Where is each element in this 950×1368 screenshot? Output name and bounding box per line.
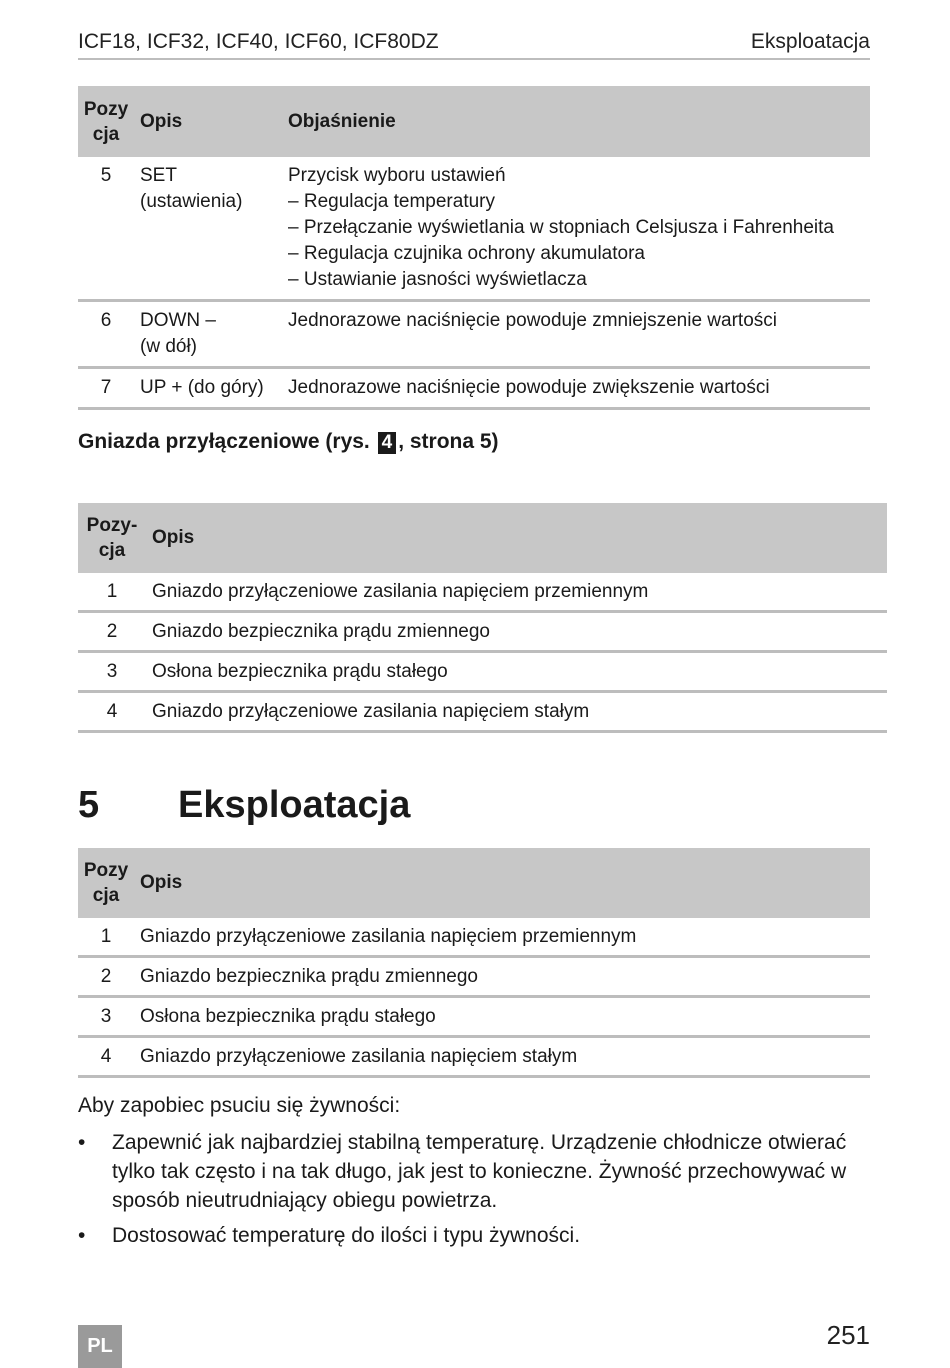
- row-description: Gniazdo bezpiecznika prądu zmiennego: [134, 957, 870, 997]
- table-header-row: [78, 86, 870, 157]
- food-spoilage-intro: Aby zapobiec psuciu się żywności:: [78, 1094, 401, 1117]
- description-line: – Regulacja temperatury: [288, 191, 495, 212]
- row-position: 3: [78, 997, 134, 1037]
- table-row: [78, 692, 887, 732]
- row-name-line: (w dół): [140, 336, 198, 357]
- table-row: [78, 918, 870, 957]
- chapter-number: 5: [78, 784, 100, 826]
- column-header-pos: Pozy cja: [78, 848, 134, 918]
- row-position: 3: [78, 652, 146, 692]
- row-position: 1: [78, 918, 134, 957]
- header-divider: [78, 58, 870, 60]
- table-row: [78, 301, 870, 368]
- table-row: [78, 573, 887, 612]
- row-description: Osłona bezpiecznika prądu stałego: [146, 652, 887, 692]
- list-item: [78, 1128, 878, 1215]
- section-header: Eksploatacja: [750, 30, 870, 53]
- document-model-header: ICF18, ICF32, ICF40, ICF60, ICF80DZ: [78, 30, 439, 53]
- connection-sockets-heading: [78, 430, 499, 454]
- row-name-line: DOWN –: [140, 310, 216, 331]
- table-row: [78, 957, 870, 997]
- column-header-objasnienie: Objaśnienie: [282, 86, 870, 157]
- figure-reference-badge: 4: [378, 432, 397, 454]
- row-description: Gniazdo przyłączeniowe zasilania napięciem stałym: [146, 692, 887, 732]
- description-line: Przycisk wyboru ustawień: [288, 165, 506, 186]
- list-item: [78, 1221, 878, 1250]
- row-position: 4: [78, 692, 146, 732]
- list-item-text: Zapewnić jak najbardziej stabilną temperaturę. Urządzenie chłodnicze otwierać tylko tak często i na tak długo, jak jest to konieczne. Żywność przechowywać w sposób nieutrudniający obiegu powietrza.: [112, 1131, 847, 1212]
- table-header-row: [78, 503, 887, 573]
- sockets-table: [78, 503, 887, 733]
- page-number: 251: [826, 1320, 870, 1350]
- description-line: – Ustawianie jasności wyświetlacza: [288, 269, 587, 290]
- description-line: – Przełączanie wyświetlania w stopniach Celsjusza i Fahrenheita: [288, 217, 834, 238]
- bullet-icon: •: [78, 1131, 86, 1154]
- list-item-text: Dostosować temperaturę do ilości i typu żywności.: [112, 1224, 581, 1247]
- row-position: 2: [78, 957, 134, 997]
- language-badge: PL: [78, 1325, 122, 1368]
- row-description: Jednorazowe naciśnięcie powoduje zmniejszenie wartości: [282, 301, 870, 368]
- subheading-text: Gniazda przyłączeniowe (rys.: [78, 430, 370, 453]
- row-name: SET (ustawienia): [134, 157, 282, 301]
- row-position: 5: [78, 157, 134, 301]
- table-row: [78, 997, 870, 1037]
- row-description: Osłona bezpiecznika prądu stałego: [134, 997, 870, 1037]
- row-description: Jednorazowe naciśnięcie powoduje zwiększenie wartości: [282, 368, 870, 409]
- table-row: [78, 157, 870, 301]
- column-header-opis: Opis: [134, 848, 870, 918]
- row-position: 4: [78, 1037, 134, 1077]
- table-row: [78, 612, 887, 652]
- row-position: 7: [78, 368, 134, 409]
- table-row: [78, 368, 870, 409]
- row-description: Gniazdo przyłączeniowe zasilania napięciem przemiennym: [134, 918, 870, 957]
- row-description: Gniazdo bezpiecznika prądu zmiennego: [146, 612, 887, 652]
- column-header-pos: Pozy- cja: [78, 503, 146, 573]
- table-row: [78, 1037, 870, 1077]
- row-description: Gniazdo przyłączeniowe zasilania napięciem przemiennym: [146, 573, 887, 612]
- row-description: [282, 157, 870, 301]
- controls-table: [78, 86, 870, 410]
- row-position: 1: [78, 573, 146, 612]
- row-position: 6: [78, 301, 134, 368]
- row-name: [134, 301, 282, 368]
- operation-sockets-table: [78, 848, 870, 1078]
- column-header-opis: Opis: [134, 86, 282, 157]
- column-header-pos: Pozy cja: [78, 86, 134, 157]
- column-header-opis: Opis: [146, 503, 887, 573]
- row-description: Gniazdo przyłączeniowe zasilania napięciem stałym: [134, 1037, 870, 1077]
- row-position: 2: [78, 612, 146, 652]
- bullet-icon: •: [78, 1224, 86, 1247]
- row-name: UP + (do góry): [134, 368, 282, 409]
- chapter-title: Eksploatacja: [178, 784, 411, 826]
- advice-list: [78, 1128, 878, 1256]
- description-line: – Regulacja czujnika ochrony akumulatora: [288, 243, 645, 264]
- table-header-row: [78, 848, 870, 918]
- table-row: [78, 652, 887, 692]
- subheading-text-end: , strona 5): [398, 430, 499, 453]
